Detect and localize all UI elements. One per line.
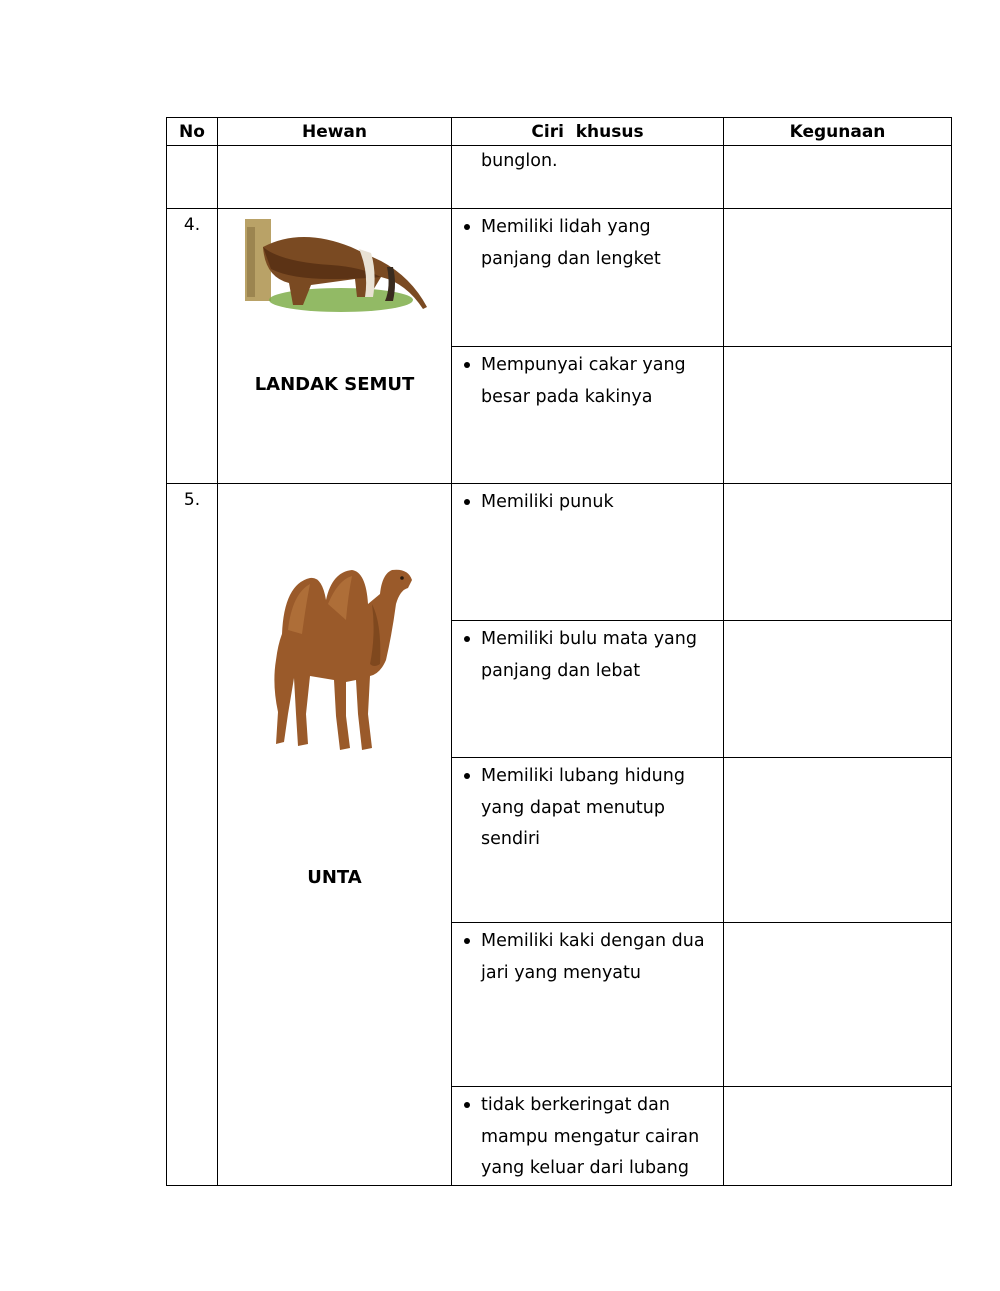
continued-text: bunglon. bbox=[481, 151, 558, 171]
ciri-cell bbox=[452, 621, 724, 758]
ciri-cell bbox=[452, 923, 724, 1087]
ciri-cell bbox=[452, 146, 724, 209]
ciri-cell bbox=[452, 1087, 724, 1186]
kegunaan-cell[interactable] bbox=[724, 347, 952, 484]
bullet-icon bbox=[460, 350, 474, 382]
kegunaan-cell[interactable] bbox=[724, 758, 952, 923]
kegunaan-cell[interactable] bbox=[724, 484, 952, 621]
worksheet-table bbox=[166, 117, 952, 1186]
no-cell bbox=[167, 146, 218, 209]
table-row bbox=[167, 209, 952, 347]
hewan-cell bbox=[218, 484, 452, 1186]
bullet-icon bbox=[460, 487, 474, 519]
ciri-text: Mempunyai cakar yang besar pada kakinya bbox=[481, 355, 686, 407]
header-row bbox=[167, 118, 952, 146]
bullet-icon bbox=[460, 212, 474, 244]
bullet-icon bbox=[460, 761, 474, 793]
header-no: No bbox=[167, 118, 218, 146]
bullet-icon bbox=[460, 926, 474, 958]
kegunaan-cell[interactable] bbox=[724, 621, 952, 758]
ciri-text: Memiliki kaki dengan dua jari yang menyatu bbox=[481, 931, 705, 983]
ciri-text: Memiliki lubang hidung yang dapat menutup sendiri bbox=[481, 766, 685, 849]
bullet-icon bbox=[460, 1090, 474, 1122]
hewan-cell bbox=[218, 146, 452, 209]
ciri-text: Memiliki punuk bbox=[481, 492, 614, 512]
anteater-illustration bbox=[241, 217, 433, 317]
header-ciri-khusus: Ciri khusus bbox=[452, 118, 724, 146]
table-row bbox=[167, 484, 952, 621]
kegunaan-cell[interactable] bbox=[724, 146, 952, 209]
table-row bbox=[167, 146, 952, 209]
ciri-text: tidak berkeringat dan mampu mengatur cairan yang keluar dari lubang bbox=[481, 1095, 700, 1178]
ciri-cell bbox=[452, 347, 724, 484]
kegunaan-cell[interactable] bbox=[724, 209, 952, 347]
header-hewan: Hewan bbox=[218, 118, 452, 146]
row-number: 4. bbox=[167, 209, 218, 484]
camel-illustration bbox=[262, 564, 414, 754]
ciri-cell bbox=[452, 209, 724, 347]
animal-name: LANDAK SEMUT bbox=[254, 374, 415, 395]
ciri-cell bbox=[452, 484, 724, 621]
kegunaan-cell[interactable] bbox=[724, 1087, 952, 1186]
header-kegunaan: Kegunaan bbox=[724, 118, 952, 146]
ciri-text: Memiliki lidah yang panjang dan lengket bbox=[481, 217, 661, 269]
hewan-cell bbox=[218, 209, 452, 484]
ciri-text: Memiliki bulu mata yang panjang dan lebat bbox=[481, 629, 697, 681]
bullet-icon bbox=[460, 624, 474, 656]
animal-name: UNTA bbox=[307, 867, 362, 888]
row-number: 5. bbox=[167, 484, 218, 1186]
kegunaan-cell[interactable] bbox=[724, 923, 952, 1087]
ciri-cell bbox=[452, 758, 724, 923]
